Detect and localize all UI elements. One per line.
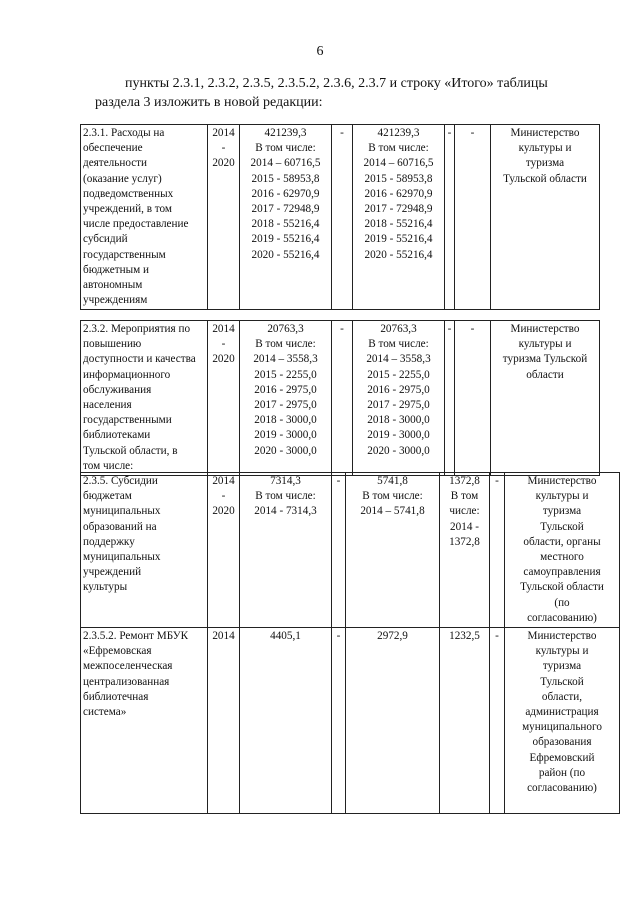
intro-line-2: раздела 3 изложить в новой редакции:	[95, 95, 323, 110]
local-funding-cell: 1372,8 В том числе: 2014 - 1372,8	[440, 473, 490, 628]
other-funding-cell: -	[455, 125, 491, 310]
other-funding-cell: -	[455, 321, 491, 476]
executor-cell: Министерство культуры и туризма Тульской области	[491, 321, 600, 476]
table-row	[81, 628, 620, 814]
total-funding-cell: 20763,3 В том числе: 2014 – 3558,3 2015 - 2255,0 2016 - 2975,0 2017 - 2975,0 2018 - 3000,0 2019 - 3000,0 2020 - 3000,0	[240, 321, 332, 476]
table-row	[81, 321, 600, 476]
years-cell: 2014 - 2020	[208, 473, 240, 628]
total-funding-cell: 4405,1	[240, 628, 332, 814]
local-funding-cell: 1232,5	[440, 628, 490, 814]
table-2-3-1	[80, 124, 600, 310]
executor-cell: Министерство культуры и туризма Тульской области, органы местного самоуправления Тульской области (по согласованию)	[505, 473, 620, 628]
intro-paragraph	[95, 74, 595, 112]
local-funding-cell: -	[445, 321, 455, 476]
page-number: 6	[316, 44, 324, 59]
intro-line-1: пункты 2.3.1, 2.3.2, 2.3.5, 2.3.5.2, 2.3.6, 2.3.7 и строку «Итого» таблицы	[125, 76, 548, 91]
measure-name: 2.3.2. Мероприятия по повышению доступности и качества информационного обслуживания населения государственными библиотеками Тульской области, в том числе:	[81, 321, 208, 476]
years-cell: 2014 - 2020	[208, 125, 240, 310]
years-cell: 2014 - 2020	[208, 321, 240, 476]
federal-funding-cell: -	[332, 473, 346, 628]
regional-funding-cell: 421239,3 В том числе: 2014 – 60716,5 2015 - 58953,8 2016 - 62970,9 2017 - 72948,9 2018 - 55216,4 2019 - 55216,4 2020 - 55216,4	[353, 125, 445, 310]
regional-funding-cell: 2972,9	[346, 628, 440, 814]
local-funding-cell: -	[445, 125, 455, 310]
table-2-3-2	[80, 320, 600, 476]
regional-funding-cell: 5741,8 В том числе: 2014 – 5741,8	[346, 473, 440, 628]
other-funding-cell: -	[490, 473, 505, 628]
executor-cell: Министерство культуры и туризма Тульской области	[491, 125, 600, 310]
table-2-3-5	[80, 472, 620, 814]
years-cell: 2014	[208, 628, 240, 814]
federal-funding-cell: -	[332, 321, 353, 476]
measure-name: 2.3.5.2. Ремонт МБУК «Ефремовская межпоселенческая централизованная библиотечная система»	[81, 628, 208, 814]
measure-name: 2.3.5. Субсидии бюджетам муниципальных образований на поддержку муниципальных учреждений культуры	[81, 473, 208, 628]
other-funding-cell: -	[490, 628, 505, 814]
federal-funding-cell: -	[332, 628, 346, 814]
measure-name: 2.3.1. Расходы на обеспечение деятельности (оказание услуг) подведомственных учреждений, в том числе предоставление субсидий государственным бюджетным и автономным учреждениям	[81, 125, 208, 310]
federal-funding-cell: -	[332, 125, 353, 310]
table-row	[81, 473, 620, 628]
total-funding-cell: 421239,3 В том числе: 2014 – 60716,5 2015 - 58953,8 2016 - 62970,9 2017 - 72948,9 2018 - 55216,4 2019 - 55216,4 2020 - 55216,4	[240, 125, 332, 310]
total-funding-cell: 7314,3 В том числе: 2014 - 7314,3	[240, 473, 332, 628]
regional-funding-cell: 20763,3 В том числе: 2014 – 3558,3 2015 - 2255,0 2016 - 2975,0 2017 - 2975,0 2018 - 3000,0 2019 - 3000,0 2020 - 3000,0	[353, 321, 445, 476]
executor-cell: Министерство культуры и туризма Тульской области, администрация муниципального образования Ефремовский район (по согласованию)	[505, 628, 620, 814]
table-row	[81, 125, 600, 310]
